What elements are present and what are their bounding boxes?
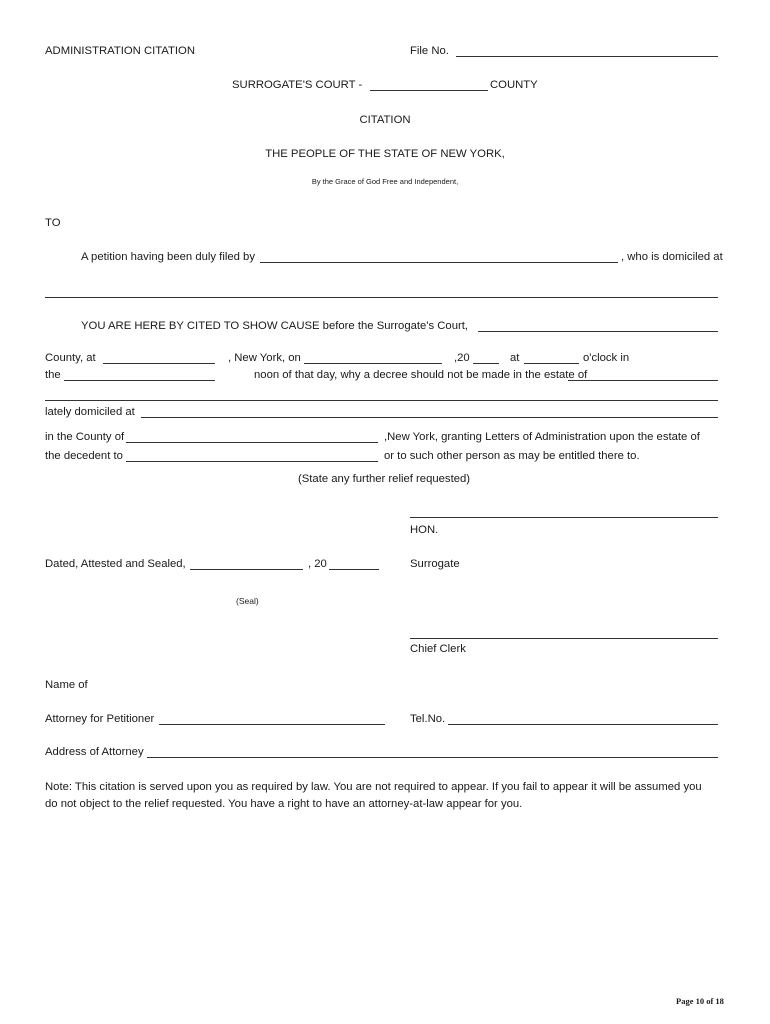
court-prefix: SURROGATE'S COURT -	[232, 79, 363, 91]
at-label: at	[510, 352, 520, 364]
time-field[interactable]	[524, 363, 579, 364]
chief-clerk-label: Chief Clerk	[410, 643, 466, 655]
county-at-label: County, at	[45, 352, 96, 364]
noon-text: noon of that day, why a decree should not be made in the estate of	[254, 369, 588, 381]
date-field[interactable]	[304, 363, 442, 364]
meridiem-field[interactable]	[64, 380, 215, 381]
court-county-field[interactable]	[370, 90, 488, 91]
year-field[interactable]	[473, 363, 499, 364]
dated-year-label: , 20	[308, 558, 327, 570]
hon-label: HON.	[410, 524, 439, 536]
dated-year-field[interactable]	[329, 569, 379, 570]
petition-suffix: , who is domiciled at	[621, 251, 723, 263]
tel-no-field[interactable]	[448, 724, 718, 725]
year-label: ,20	[454, 352, 470, 364]
form-title: ADMINISTRATION CITATION	[45, 45, 195, 57]
show-cause-text: YOU ARE HERE BY CITED TO SHOW CAUSE before the Surrogate's Court,	[81, 320, 469, 332]
lately-domiciled-label: lately domiciled at	[45, 406, 135, 418]
tel-no-label: Tel.No.	[410, 713, 446, 725]
name-of-label: Name of	[45, 679, 88, 691]
administrator-field[interactable]	[126, 461, 378, 462]
estate-name-continuation-field[interactable]	[45, 400, 718, 401]
page-number: Page 10 of 18	[676, 996, 724, 1006]
court-suffix: COUNTY	[490, 79, 538, 91]
dated-label: Dated, Attested and Sealed,	[45, 558, 186, 570]
lately-domiciled-field[interactable]	[141, 417, 718, 418]
granting-text: ,New York, granting Letters of Administration upon the estate of	[384, 431, 700, 443]
new-york-on-label: , New York, on	[228, 352, 301, 364]
attorney-name-field[interactable]	[159, 724, 385, 725]
county-of-label: in the County of	[45, 431, 125, 443]
file-no-field[interactable]	[456, 56, 718, 57]
court-location-field[interactable]	[478, 331, 718, 332]
surrogate-signature-line[interactable]	[410, 517, 718, 518]
note-line-1: Note: This citation is served upon you as required by law. You are not required to appear. If you fail to appear it will be assumed you	[45, 781, 702, 793]
surrogate-label: Surrogate	[410, 558, 460, 570]
further-relief-note: (State any further relief requested)	[298, 473, 471, 485]
people-line: THE PEOPLE OF THE STATE OF NEW YORK,	[265, 148, 505, 160]
chief-clerk-signature-line[interactable]	[410, 638, 718, 639]
to-label: TO	[45, 217, 61, 229]
county-of-field[interactable]	[126, 442, 378, 443]
attorney-address-field[interactable]	[147, 757, 718, 758]
the-label: the	[45, 369, 61, 381]
dated-field[interactable]	[190, 569, 303, 570]
file-no-label: File No.	[410, 45, 449, 57]
estate-name-field[interactable]	[568, 380, 718, 381]
oclock-label: o'clock in	[583, 352, 630, 364]
other-person-text: or to such other person as may be entitled there to.	[384, 450, 640, 462]
note-line-2: do not object to the relief requested. You have a right to have an attorney-at-law appear for you.	[45, 798, 523, 810]
attorney-address-label: Address of Attorney	[45, 746, 144, 758]
county-at-field[interactable]	[103, 363, 215, 364]
decedent-to-label: the decedent to	[45, 450, 123, 462]
petitioner-field[interactable]	[260, 262, 618, 263]
attorney-for-petitioner-label: Attorney for Petitioner	[45, 713, 155, 725]
seal-label: (Seal)	[236, 596, 259, 606]
citation-title: CITATION	[359, 114, 411, 126]
domicile-field[interactable]	[45, 297, 718, 298]
grace-line: By the Grace of God Free and Independent,	[311, 177, 459, 186]
petition-prefix: A petition having been duly filed by	[81, 251, 255, 263]
